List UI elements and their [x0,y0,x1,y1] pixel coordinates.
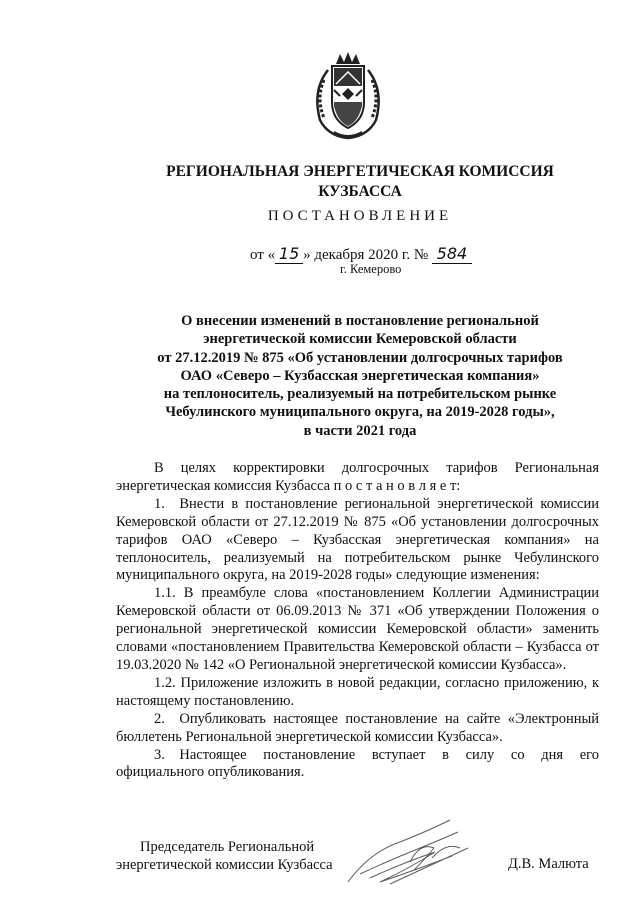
date-middle: » декабря 2020 г. № [303,247,429,263]
date-prefix: от « [250,247,276,263]
document-type: ПОСТАНОВЛЕНИЕ [267,208,453,224]
body-paragraph: 1.1. В преамбуле слова «постановлением Коллегии Администрации Кемеровской области от 06.09.2013 № 371 «Об утверждении Положения о региональной энергетической комиссии Кемеровской области» заменить словами «постановлением Правительства Кемеровской области – Кузбасса от 19.03.2020 № 142 «О Региональной энергетической комиссии Кузбасса». [116,585,599,673]
body-paragraph: 2. Опубликовать настоящее постановление на сайте «Электронный бюллетень Региональной энергетической комиссии Кузбасса». [116,710,599,745]
city-line: г. Кемерово [340,262,402,276]
subject-line: энергетической комиссии Кемеровской области [203,331,517,348]
subject-line: на теплоноситель, реализуемый на потребительском рынке [163,386,557,403]
subject-line: от 27.12.2019 № 875 «Об установлении долгосрочных тарифов [157,349,563,366]
signatory-name: Д.В. Малюта [508,856,589,872]
org-line-2: КУЗБАССА [318,183,402,200]
coat-of-arms-emblem [298,50,398,142]
handwritten-signature [340,812,480,892]
signatory-title [116,838,333,874]
date-day: 15 [275,244,303,264]
body-paragraph: В целях корректировки долгосрочных тарифов Региональная энергетическая комиссия Кузбасса п о с т а н о в л я е т: [116,460,599,494]
subject-line: в части 2021 года [303,422,417,439]
body-paragraph: 1. Внести в постановление региональной энергетической комиссии Кемеровской области от 27.12.2019 № 875 «Об установлении долгосрочных тарифов ОАО «Северо – Кузбасская энергетическая компания» на теплоноситель, реализуемый на потребительском рынке Чебулинского муниципального округа, на 2019-2028 годы» следующие изменения: [116,495,599,584]
document-subject [100,312,620,440]
document-body [116,460,599,782]
body-paragraph: 3. Настоящее постановление вступает в силу со дня его официального опубликования. [116,746,599,781]
body-paragraph: 1.2. Приложение изложить в новой редакции, согласно приложению, к настоящему постановлению. [116,674,599,709]
subject-line: ОАО «Северо – Кузбасская энергетическая компания» [180,367,540,384]
signatory-title-line-1: Председатель Региональной [140,839,315,855]
document-number: 584 [432,244,472,264]
org-line-1: РЕГИОНАЛЬНАЯ ЭНЕРГЕТИЧЕСКАЯ КОМИССИЯ [166,163,554,180]
organization-name [150,162,570,202]
subject-line: О внесении изменений в постановление региональной [181,313,539,329]
signatory-title-line-2: энергетической комиссии Кузбасса [116,857,333,873]
subject-line: Чебулинского муниципального округа, на 2019-2028 годы», [165,404,555,421]
date-line [250,244,472,264]
